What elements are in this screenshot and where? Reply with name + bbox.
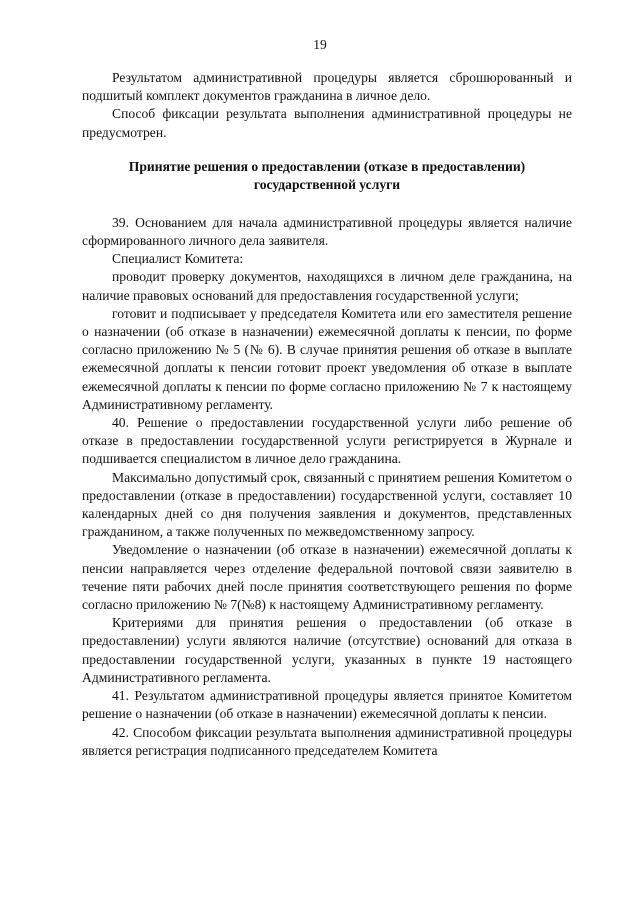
paragraph-prepare-decision: готовит и подписывает у председателя Комитета или его заместителя решение о назначении (об отказе в назначении) ежемесячной доплаты к пенсии, по форме согласно приложению № 5 (№ 6). В случае принятия решения об отказе в выплате ежемесячной доплаты к пенсии готовит проект уведомления об отказе в выплате ежемесячной доплаты к пенсии по форме согласно приложению № 7 к настоящему Административному регламенту. [82, 305, 572, 412]
section-heading [82, 158, 572, 194]
paragraph-specialist: Специалист Комитета: [112, 251, 244, 267]
paragraph-max-term: Максимально допустимый срок, связанный с принятием решения Комитетом о предоставлении (отказе в предоставлении) государственной услуги, составляет 10 календарных дней со дня получения заявления и документов, представленных гражданином, а также полученных по межведомственному запросу. [82, 469, 572, 540]
paragraph-39: 39. Основанием для начала административной процедуры является наличие сформированного личного дела заявителя. [82, 214, 572, 249]
paragraph-criteria: Критериями для принятия решения о предоставлении (об отказе в предоставлении) услуги являются наличие (отсутствие) оснований для отказа в предоставлении государственной услуги, указанных в пункте 19 настоящего Административного регламента. [82, 615, 572, 685]
paragraph-41: 41. Результатом административной процедуры является принятое Комитетом решение о назначении (об отказе в назначении) ежемесячной доплаты к пенсии. [82, 688, 572, 722]
section-heading-line-1: Принятие решения о предоставлении (отказе в предоставлении) [128, 158, 526, 174]
paragraph-42: 42. Способом фиксации результата выполнения административной процедуры является регистрация подписанного председателем Комитета [82, 724, 572, 758]
paragraph-40: 40. Решение о предоставлении государственной услуги либо решение об отказе в предоставлении государственной услуги регистрируется в Журнале и подшивается специалистом в личное дело гражданина. [82, 415, 572, 467]
section-heading-line-2: государственной услуги [253, 176, 401, 192]
intro-paragraph-result: Результатом административной процедуры является сброшюрованный и подшитый комплект документов гражданина в личное дело. [82, 70, 572, 104]
page-number: 19 [313, 37, 327, 52]
paragraph-notification: Уведомление о назначении (об отказе в назначении) ежемесячной доплаты к пенсии направляется через отделение федеральной почтовой связи заявителю в течение пяти рабочих дней после принятия соответствующего решения по форме согласно приложению № 7(№8) к настоящему Административному регламенту. [82, 542, 572, 613]
document-body [82, 69, 572, 760]
paragraph-check-documents: проводит проверку документов, находящихся в личном деле гражданина, на наличие правовых оснований для предоставления государственной услуги; [82, 269, 572, 303]
intro-paragraph-fixation: Способ фиксации результата выполнения административной процедуры не предусмотрен. [82, 106, 572, 140]
